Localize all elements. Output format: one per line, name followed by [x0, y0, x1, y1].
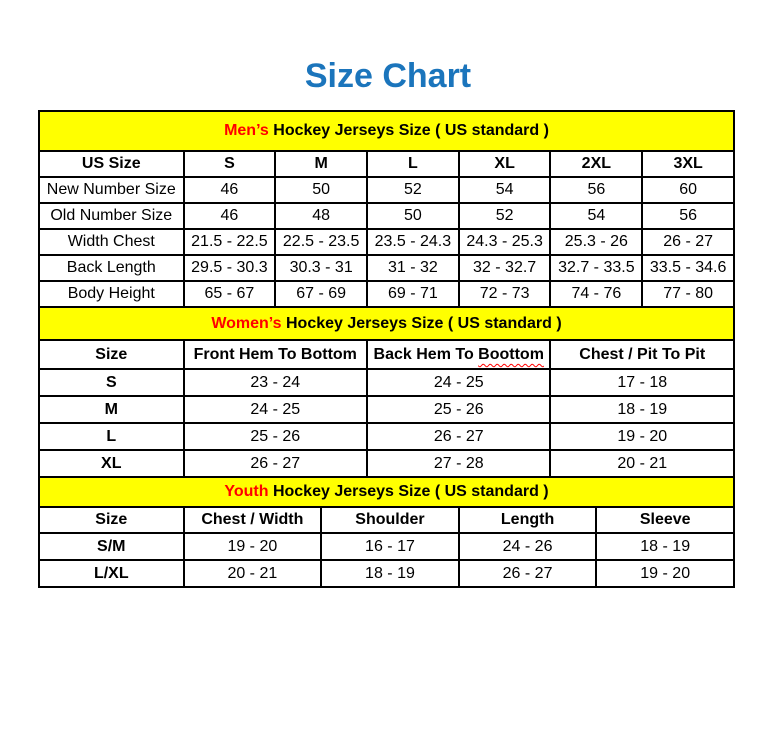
row-label: Back Length: [39, 255, 184, 281]
table-cell: 25 - 26: [367, 396, 550, 423]
spellcheck-underlined-word: Boottom: [478, 345, 544, 363]
table-cell: 74 - 76: [550, 281, 642, 307]
table-row: [39, 533, 734, 560]
row-label: L/XL: [39, 560, 184, 587]
mens-section-header-row: [39, 111, 734, 151]
table-cell: 19 - 20: [550, 423, 734, 450]
column-header: Shoulder: [321, 507, 459, 533]
table-cell: 16 - 17: [321, 533, 459, 560]
table-cell: 25 - 26: [184, 423, 367, 450]
table-cell: 18 - 19: [321, 560, 459, 587]
table-cell: 24 - 25: [367, 369, 550, 396]
page: [0, 58, 776, 750]
table-cell: 54: [550, 203, 642, 229]
column-header: Size: [39, 507, 184, 533]
column-header: Size: [39, 340, 184, 369]
womens-section-header-row: [39, 307, 734, 340]
youth-section-title-rest: Hockey Jerseys Size ( US standard ): [268, 483, 549, 501]
mens-column-header-row: [39, 151, 734, 177]
table-cell: 46: [184, 177, 276, 203]
mens-section-title-rest: Hockey Jerseys Size ( US standard ): [268, 122, 549, 140]
table-cell: 24 - 26: [459, 533, 597, 560]
column-header: Chest / Width: [184, 507, 322, 533]
row-label: Old Number Size: [39, 203, 184, 229]
table-row: [39, 203, 734, 229]
column-header: S: [184, 151, 276, 177]
table-row: [39, 396, 734, 423]
table-row: [39, 229, 734, 255]
table-cell: 18 - 19: [596, 533, 734, 560]
column-header: 3XL: [642, 151, 734, 177]
womens-size-table: [38, 306, 735, 478]
table-cell: 23 - 24: [184, 369, 367, 396]
table-cell: 22.5 - 23.5: [275, 229, 367, 255]
table-cell: 27 - 28: [367, 450, 550, 477]
row-label: L: [39, 423, 184, 450]
table-cell: 33.5 - 34.6: [642, 255, 734, 281]
table-row: [39, 423, 734, 450]
table-row: [39, 369, 734, 396]
table-cell: 19 - 20: [596, 560, 734, 587]
table-cell: 25.3 - 26: [550, 229, 642, 255]
row-label: S: [39, 369, 184, 396]
row-label: Body Height: [39, 281, 184, 307]
table-row: [39, 255, 734, 281]
womens-column-header-row: [39, 340, 734, 369]
table-row: [39, 177, 734, 203]
row-label: XL: [39, 450, 184, 477]
table-cell: 19 - 20: [184, 533, 322, 560]
column-header: L: [367, 151, 459, 177]
column-header: US Size: [39, 151, 184, 177]
womens-section-highlight: Women’s: [211, 314, 282, 332]
womens-section-title-rest: Hockey Jerseys Size ( US standard ): [281, 314, 562, 332]
table-cell: 69 - 71: [367, 281, 459, 307]
mens-section-highlight: Men’s: [224, 122, 269, 140]
table-cell: 23.5 - 24.3: [367, 229, 459, 255]
table-row: [39, 450, 734, 477]
table-cell: 21.5 - 22.5: [184, 229, 276, 255]
table-row: [39, 281, 734, 307]
mens-size-table: [38, 110, 735, 308]
table-cell: 31 - 32: [367, 255, 459, 281]
table-cell: 24.3 - 25.3: [459, 229, 551, 255]
row-label: M: [39, 396, 184, 423]
table-cell: 32.7 - 33.5: [550, 255, 642, 281]
table-cell: 56: [642, 203, 734, 229]
table-cell: 50: [367, 203, 459, 229]
table-cell: 24 - 25: [184, 396, 367, 423]
column-header: Chest / Pit To Pit: [550, 340, 734, 369]
column-header: Length: [459, 507, 597, 533]
table-cell: 17 - 18: [550, 369, 734, 396]
table-cell: 50: [275, 177, 367, 203]
youth-size-table: [38, 476, 735, 588]
table-cell: 52: [459, 203, 551, 229]
table-cell: 26 - 27: [184, 450, 367, 477]
mens-section-header: [39, 111, 734, 151]
table-cell: 48: [275, 203, 367, 229]
page-title: Size Chart: [304, 57, 472, 95]
table-cell: 26 - 27: [367, 423, 550, 450]
table-cell: 29.5 - 30.3: [184, 255, 276, 281]
youth-column-header-row: [39, 507, 734, 533]
column-header: Back Hem To Boottom: [367, 340, 550, 369]
column-header: XL: [459, 151, 551, 177]
youth-section-header: [39, 477, 734, 507]
table-cell: 60: [642, 177, 734, 203]
column-header: M: [275, 151, 367, 177]
row-label: Width Chest: [39, 229, 184, 255]
table-cell: 54: [459, 177, 551, 203]
table-cell: 26 - 27: [642, 229, 734, 255]
table-cell: 46: [184, 203, 276, 229]
youth-section-header-row: [39, 477, 734, 507]
table-cell: 77 - 80: [642, 281, 734, 307]
womens-section-header: [39, 307, 734, 340]
row-label: New Number Size: [39, 177, 184, 203]
table-cell: 56: [550, 177, 642, 203]
table-cell: 30.3 - 31: [275, 255, 367, 281]
table-cell: 18 - 19: [550, 396, 734, 423]
row-label: S/M: [39, 533, 184, 560]
table-cell: 20 - 21: [550, 450, 734, 477]
table-cell: 72 - 73: [459, 281, 551, 307]
table-cell: 65 - 67: [184, 281, 276, 307]
table-cell: 26 - 27: [459, 560, 597, 587]
table-cell: 20 - 21: [184, 560, 322, 587]
size-tables: [38, 110, 735, 588]
table-cell: 52: [367, 177, 459, 203]
youth-section-highlight: Youth: [224, 483, 269, 501]
table-row: [39, 560, 734, 587]
column-header: 2XL: [550, 151, 642, 177]
table-cell: 32 - 32.7: [459, 255, 551, 281]
column-header: Sleeve: [596, 507, 734, 533]
column-header: Front Hem To Bottom: [184, 340, 367, 369]
table-cell: 67 - 69: [275, 281, 367, 307]
